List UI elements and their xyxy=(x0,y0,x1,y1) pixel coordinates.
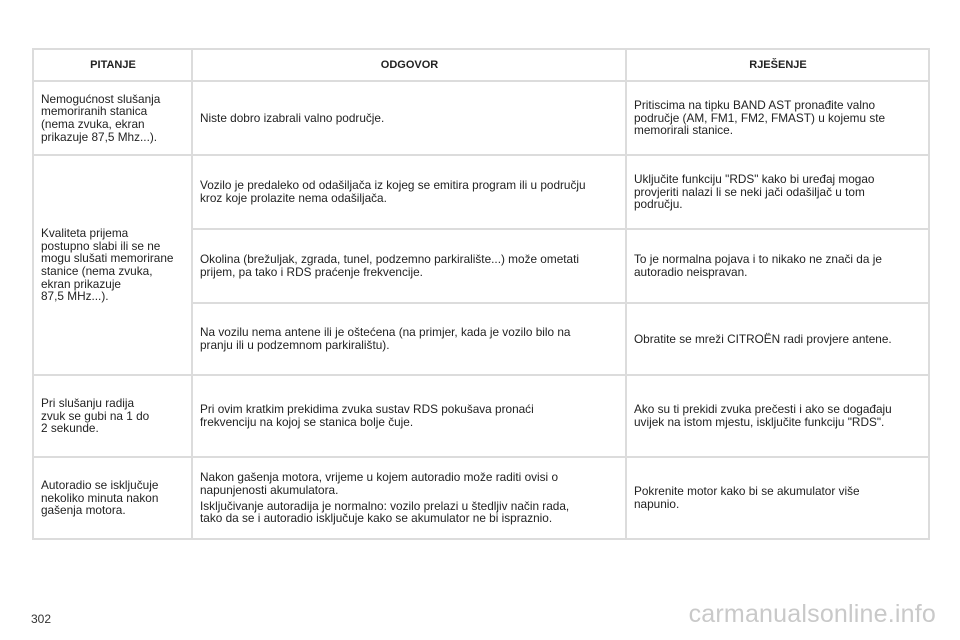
question-line: mogu slušati memorirane xyxy=(41,251,174,266)
answer-line: pranju ili u podzemnom parkiralištu). xyxy=(200,338,390,352)
header-rjesenje xyxy=(627,50,928,80)
question-line: prikazuje 87,5 Mhz...). xyxy=(41,129,158,144)
answer-line: tako da se i autoradio isključuje kako se akumulator ne bi ispraznio. xyxy=(200,511,553,526)
header-label: ODGOVOR xyxy=(380,58,439,71)
question-line: 87,5 MHz...). xyxy=(41,289,109,304)
solution-line: području. xyxy=(634,197,683,212)
troubleshooting-table xyxy=(32,48,930,540)
solution-line: provjeriti nalazi li se neki jači odašiljač u tom xyxy=(634,184,865,199)
answer-paragraph xyxy=(200,500,619,525)
answer-cell xyxy=(193,82,625,154)
page-number: 302 xyxy=(31,612,52,626)
question-line: nekoliko minuta nakon xyxy=(41,490,159,505)
solution-line: autoradio neispravan. xyxy=(634,265,748,279)
solution-line: Pokrenite motor kako bi se akumulator više xyxy=(634,484,860,499)
answer-line: Nakon gašenja motora, vrijeme u kojem autoradio može raditi ovisi o xyxy=(200,470,559,485)
solution-cell xyxy=(627,304,928,374)
solution-line: memorirali stanice. xyxy=(634,123,733,138)
solution-line: To je normalna pojava i to nikako ne znači da je xyxy=(634,252,882,267)
question-cell xyxy=(34,458,191,538)
header-odgovor xyxy=(193,50,625,80)
answer-line: kroz koje prolazite nema odašiljača. xyxy=(200,191,387,205)
question-cell xyxy=(34,82,191,154)
question-line: Pri slušanju radija xyxy=(41,396,135,411)
question-line: postupno slabi ili se ne xyxy=(41,238,161,253)
answer-cell xyxy=(193,156,625,228)
answer-cell xyxy=(193,458,625,538)
solution-cell xyxy=(627,82,928,154)
header-label: RJEŠENJE xyxy=(749,58,807,71)
answer-cell xyxy=(193,304,625,374)
question-line: (nema zvuka, ekran xyxy=(41,117,145,131)
solution-line: područje (AM, FM1, FM2, FMAST) u kojemu ste xyxy=(634,110,886,125)
answer-line: prijem, pa tako i RDS praćenje frekvencije. xyxy=(200,265,423,279)
solution-line: Pritiscima na tipku BAND AST pronađite valno xyxy=(634,98,876,113)
question-line: Nemogućnost slušanja xyxy=(41,91,161,106)
solution-cell xyxy=(627,230,928,302)
question-line: Autoradio se isključuje xyxy=(41,478,159,493)
question-line: stanice (nema zvuka, xyxy=(41,264,153,278)
question-line: memoriranih stanica xyxy=(41,104,148,119)
header-label: PITANJE xyxy=(90,58,136,71)
answer-line: Pri ovim kratkim prekidima zvuka sustav RDS pokušava pronaći xyxy=(200,402,534,417)
question-line: 2 sekunde. xyxy=(41,421,99,436)
solution-line: napunio. xyxy=(634,497,680,511)
answer-line: Okolina (brežuljak, zgrada, tunel, podzemno parkiralište...) može ometati xyxy=(200,252,579,267)
watermark: carmanualsonline.info xyxy=(688,600,936,628)
question-line: zvuk se gubi na 1 do xyxy=(41,408,150,423)
answer-line: Vozilo je predaleko od odašiljača iz kojeg se emitira program ili u području xyxy=(200,178,586,193)
answer-cell xyxy=(193,230,625,302)
solution-line: Ako su ti prekidi zvuka prečesti i ako se događaju xyxy=(634,402,892,417)
answer-line: napunjenosti akumulatora. xyxy=(200,482,339,497)
answer-line: frekvenciju na kojoj se stanica bolje čuje. xyxy=(200,415,414,429)
question-line: gašenja motora. xyxy=(41,503,126,518)
solution-cell xyxy=(627,376,928,456)
solution-line: Uključite funkciju "RDS" kako bi uređaj mogao xyxy=(634,172,875,187)
solution-cell xyxy=(627,458,928,538)
solution-line: Obratite se mreži CITROËN radi provjere antene. xyxy=(634,331,892,346)
answer-line: Na vozilu nema antene ili je oštećena (na primjer, kada je vozilo bilo na xyxy=(200,325,571,340)
question-line: ekran prikazuje xyxy=(41,276,121,291)
question-cell xyxy=(34,156,191,374)
answer-line: Niste dobro izabrali valno područje. xyxy=(200,110,385,125)
answer-paragraph xyxy=(200,471,619,496)
question-cell xyxy=(34,376,191,456)
solution-cell xyxy=(627,156,928,228)
answer-line: Isključivanje autoradija je normalno: vozilo prelazi u štedljiv način rada, xyxy=(200,498,570,513)
answer-cell xyxy=(193,376,625,456)
header-pitanje xyxy=(34,50,191,80)
solution-line: uvijek na istom mjestu, isključite funkciju "RDS". xyxy=(634,415,885,429)
question-line: Kvaliteta prijema xyxy=(41,226,129,241)
